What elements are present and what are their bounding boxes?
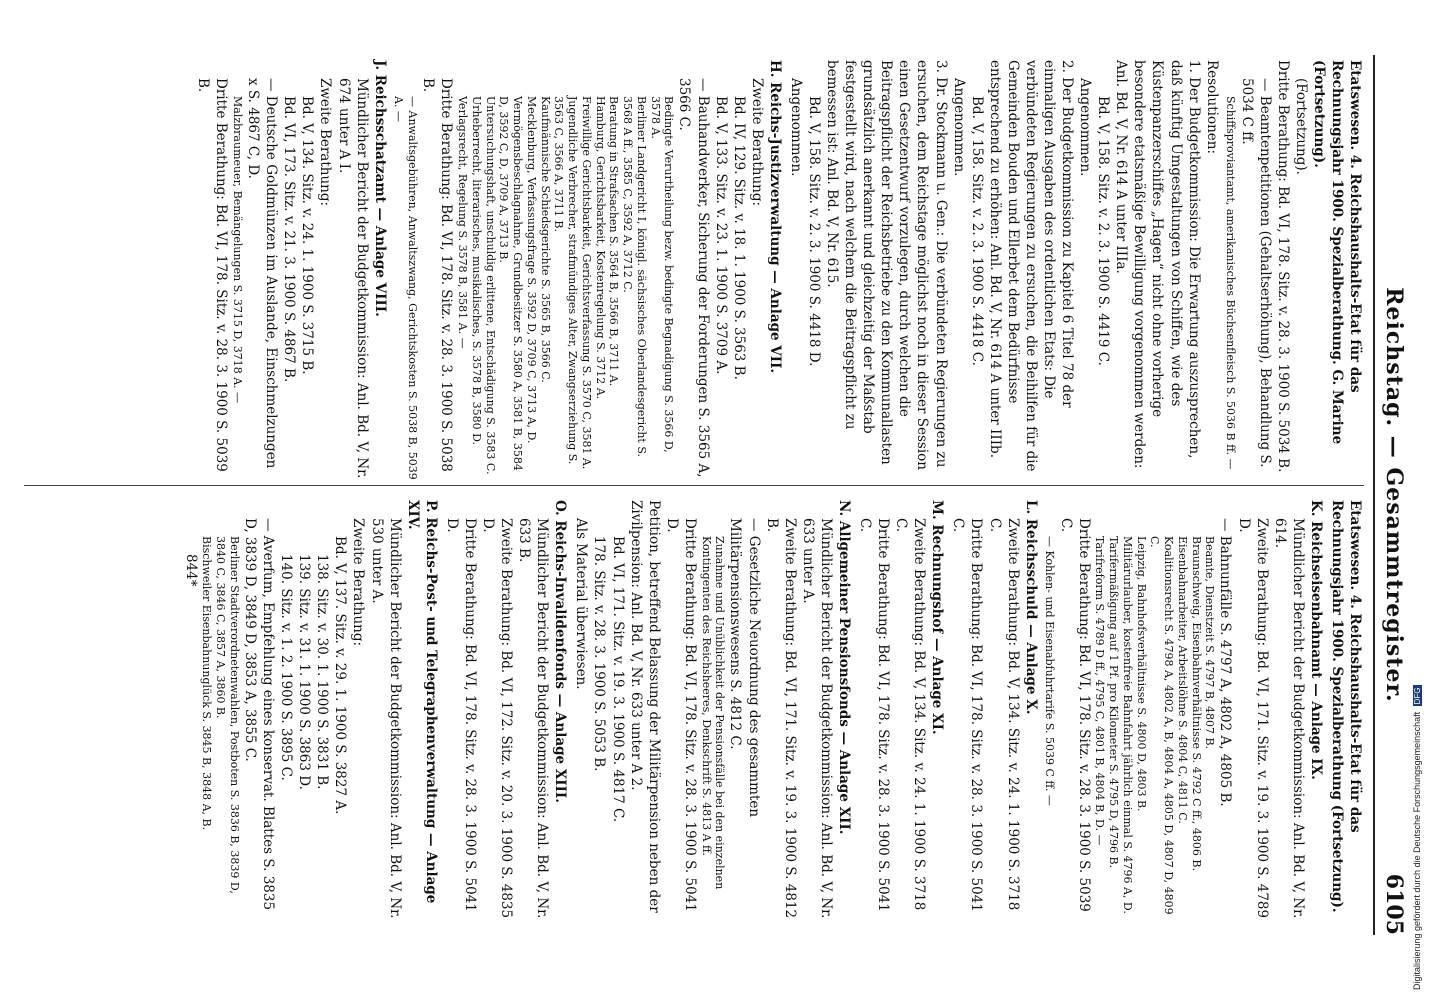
register-entry: Beamte, Dienstzeit S. 4797 B, 4807 B. (1203, 536, 1217, 750)
register-entry: 2. Der Budgetkommission zu Kapitel 6 Titel 78 der einmaligen Ausgaben des ordentlichen Etats: Die verbündeten Regierungen zu ersuchen, die Beihilfen für die Gemeinden Bouden und Ellerbet dem Bedürfnisse entsprechend zu erhöhen: Anl. Bd. V, Nr. 614 A unter IIIb. (986, 60, 1076, 472)
page-header (1373, 55, 1409, 935)
register-entry: Angenommen. (950, 78, 967, 177)
register-entry: Leipzig, Bahnhofsverhältnisse S. 4800 D, 4803 B. (1134, 536, 1148, 812)
footer-text: Digitalisierung gefördert durch die Deutsche Forschungsgemeinschaft (1412, 711, 1422, 990)
register-entry: Berliner Stadtverordnetenwahlen, Postboten S. 3836 B, 3839 D, 3840 C, 3846 C, 3857 A, 3860 B. (214, 536, 241, 894)
register-entry: Vermögensbeschlagnahme, Grundbesitzer S. 3580 A, 3581 B, 3584 D, 3592 C, D, 3709 A, 3713 B. (497, 96, 525, 471)
register-entry: Jugendliche Verbrecher, strafmündiges Alter, Zwangserziehung S. 3563 C, 3566 A, 3711 B. (552, 96, 580, 465)
register-entry: Bd. V, 137. Sitz. v. 29. 1. 1900 S. 3827 A. (332, 536, 349, 815)
register-entry: — Gesetzliche Neuordnung des gesammten Militärpensionswesens S. 4812 C. (727, 518, 762, 818)
register-entry: Mündlicher Bericht der Budgetkommission: Anl. Bd. V, Nr. 530 unter A. (368, 518, 403, 919)
register-entry: Zweite Berathung: Bd. V, 134. Sitz. v. 24. 1. 1900 S. 3718 C. (986, 518, 1021, 911)
register-entry: Beratung in Strafsachen S. 3564 B, 3566 B, 3711 A. (607, 96, 621, 387)
register-entry: J. Reichsschatzamt — Anlage VIII. (371, 60, 388, 317)
register-entry: Zweite Berathung: Bd. V, 134. Sitz. v. 24. 1. 1900 S. 3718 C. (893, 518, 928, 911)
register-entry: Braunschweig, Eisenbahnverhältnisse S. 4792 C ff., 4806 B. (1189, 536, 1203, 871)
register-entry: Militärurlauber, kostenfreie Bahnfahrt jährlich einmal S. 4796 A, D. (1120, 536, 1134, 914)
register-entry: Bischweiler Eisenbahnunglück S. 3845 B, 3848 A, B. (200, 536, 214, 831)
register-entry: Untersuchungshaft, unschuldig erlittene, Entschädigung S. 3583 C. (483, 96, 497, 475)
register-entry: Verlagsrecht, Regelung S. 3578 B, 3581 A. — (456, 96, 470, 349)
register-entry: Koalitionsrecht S. 4798 A, 4802 A, B, 4804 A, 4805 D, 4807 D, 4809 C. (1148, 536, 1176, 915)
register-entry: Bd. VI, 171. Sitz. v. 19. 3. 1900 S. 4817 C. (609, 536, 626, 823)
register-entry: Bd. V, 158. Sitz. v. 2. 3. 1900 S. 4418 C. (968, 96, 985, 366)
register-entry: Bd. V, 158. Sitz. v. 2. 3. 1900 S. 4418 D. (805, 96, 822, 367)
register-entry: Bedingte Verurtheilung bezw. bedingte Begnadigung S. 3566 D, 3578 A. (648, 96, 676, 453)
register-entry: Freiwillige Gerichtsbarkeit, Gerichtsverfassung S. 3570 C, 3581 A. (579, 96, 593, 470)
register-entry: Als Material überwiesen. (573, 518, 590, 690)
register-entry: Mündlicher Bericht der Budgetkommission: Anl. Bd. V, Nr. 633 B. (516, 518, 551, 919)
page-number: 6105 (1381, 873, 1407, 935)
register-entry: K. Reichseisenbahnamt — Anlage IX. (1307, 500, 1324, 780)
register-entry: Mündlicher Bericht der Budgetkommission: Anl. Bd. V, Nr. 614. (1271, 518, 1306, 919)
register-entry: 1. Der Budgetkommission: Die Erwartung auszusprechen, daß künftig Umgestaltungen von Schiffen, wie des Küstenpanzerschiffes „Hagen“ nicht ohne vorherige besondere etatsmäßige Bewilligung vorgenommen werden: Anl. Bd. V, Nr. 614 A unter IIIa. (1113, 60, 1202, 469)
register-entry: Dritte Berathung: Bd. VI, 178. Sitz. v. 28. 3. 1900 S. 5041 C. (950, 518, 985, 912)
register-entry: Tarifermäßigung auf 1 Pf. pro Kilometer S. 4795 D, 4796 B. (1107, 536, 1121, 869)
register-entry: Mecklenburg, Verfassungsfrage S. 3592 D, 3709 C, 3713 A, D. (524, 96, 538, 444)
register-entry: — Bauhandwerker, Sicherung der Forderungen S. 3565 A, 3566 C. (676, 78, 711, 478)
dfg-logo: DFG (1413, 687, 1422, 705)
register-entry: Bd. V, 134. Sitz. v. 24. 1. 1900 S. 3715 B. (299, 96, 316, 375)
register-entry: Tarifreform S. 4789 D ff., 4795 C, 4801 B, 4804 B, D. — (1093, 536, 1107, 846)
register-entry: Bd. VI, 173. Sitz. v. 21. 3. 1900 S. 4867 B. (281, 96, 298, 383)
register-entry: Dritte Berathung: Bd. VI, 178. Sitz. v. 28. 3. 1900 S. 5039 B. (195, 78, 230, 472)
register-entry: — Anwaltsgebühren, Anwaltszwang, Gerichtskosten S. 5038 B, 5039 A. — (392, 96, 420, 480)
register-entry: 138. Sitz. v. 30. 1. 1900 S. 3831 B. (314, 554, 331, 790)
register-entry: Bd. IV, 129. Sitz. v. 18. 1. 1900 S. 3563 B. (730, 96, 747, 380)
register-entry: — Averfum, Empfehlung eines konservat. Blattes S. 3835 D, 3839 D, 3849 D, 3853 A, 3855 C. (242, 518, 277, 911)
register-entry: Dritte Berathung: Bd. VI, 178. Sitz. v. 28. 3. 1900 S. 5041 D. (663, 518, 698, 912)
register-entry: — Bahnunfälle S. 4797 A, 4802 A, 4805 B. (1217, 518, 1234, 807)
register-entry: Kaufmännische Schiedsgerichte S. 3565 B, 3566 C. (538, 96, 552, 383)
register-entry: Etatswesen. 4. Reichshaushalts-Etat für das Rechnungsjahr 1900. Spezialberathung (Fortsetzung). (1328, 500, 1363, 913)
register-entry: P. Reichs-Post- und Telegraphenverwaltung — Anlage XIV. (404, 500, 439, 904)
register-entry: Zweite Berathung: Bd. VI, 172. Sitz. v. 20. 3. 1900 S. 4835 D. (480, 518, 515, 919)
register-entry: 3. Dr. Stockmann u. Gen.: Die verbündeten Regierungen zu ersuchen, dem Reichstage möglichst noch in dieser Session einen Gesetzentwurf vorzulegen, durch welchen die Beitragspflicht der Reichsbetriebe zu den Kommunallasten grundsätzlich anerkannt und gleichzeitig der Maßstab festgestellt wird, nach welchem die Beitragspflicht zu bemessen ist: Anl. Bd. V, Nr. 615. (824, 60, 949, 470)
register-entry: Zweite Berathung: Bd. VI, 171. Sitz. v. 19. 3. 1900 S. 4789 D. (1235, 518, 1270, 919)
register-entry: O. Reichs-Invalidenfonds — Anlage XIII. (552, 500, 569, 803)
register-entry: Angenommen. (1077, 78, 1094, 177)
column-divider (24, 485, 1364, 486)
register-entry: 844* (182, 554, 199, 587)
footer-credit (1412, 10, 1426, 990)
register-entry: Schiffsproviantamt, amerikanisches Büchsenfleisch S. 5036 B ff. — (1224, 96, 1238, 470)
register-entry: — Kohlen- und Eisenabfuhrtarife S. 5039 C ff. — (1043, 536, 1057, 806)
register-entry: Berliner Landgericht I, königl. sächsisches Oberlandesgericht S. 3568 A ff., 3585 C, 3592 A, 3712 C. (621, 96, 648, 457)
register-entry: N. Allgemeiner Pensionsfonds — Anlage XII. (835, 500, 852, 835)
register-entry: L. Reichsschuld — Anlage X. (1022, 500, 1039, 715)
register-entry: Dritte Berathung: Bd. VI, 178. Sitz. v. 28. 3. 1900 S. 5039 C. (1057, 518, 1092, 912)
register-entry: Zweite Berathung: Bd. VI, 171. Sitz. v. 19. 3. 1900 S. 4812 B. (763, 518, 798, 919)
register-entry: Angenommen. (787, 78, 804, 177)
register-entry: Mündlicher Bericht der Budgetkommission: Anl. Bd. V, Nr. 633 unter A. (799, 518, 834, 919)
register-entry: Bd. V, 133. Sitz. v. 23. 1. 1900 S. 3709 A. (712, 96, 729, 375)
register-entry: Bd. V, 158. Sitz. v. 2. 3. 1900 S. 4419 C. (1095, 96, 1112, 366)
register-entry: Dritte Berathung: Bd. VI, 178. Sitz. v. 28. 3. 1900 S. 5041 D. (443, 518, 478, 912)
register-entry: Dritte Berathung: Bd. VI, 178. Sitz. v. 28. 3. 1900 S. 5041 C. (857, 518, 892, 912)
register-entry: Dritte Berathung: Bd. VI, 178. Sitz. v. 28. 3. 1900 S. 5034 B. (1274, 60, 1291, 473)
register-entry: — Deutsche Goldmünzen im Auslande, Einschmelzungen x S. 4867 C, D. (245, 78, 280, 469)
register-entry: Mündlicher Bericht der Budgetkommission: Anl. Bd. V, Nr. 674 unter A I. (335, 78, 370, 479)
register-entry: Etatswesen. 4. Reichshaushalts-Etat für das Rechnungsjahr 1900. Spezialberathung. G. Marine (Fortsetzung). (1310, 60, 1363, 445)
register-entry: Dritte Berathung: Bd. VI, 178. Sitz. v. 28. 3. 1900 S. 5038 B. (420, 78, 455, 472)
register-entry: Zweite Berathung: (748, 78, 765, 207)
register-entry: 140. Sitz. v. 1. 2. 1900 S. 3895 C. (278, 554, 295, 781)
running-title: Reichstag. — Gesammtregister. (1381, 287, 1407, 703)
register-entry: Petition, betreffend Belassung der Militärpension neben der Zivilpension: Anl. Bd. V, Nr. 633 unter A 2. (627, 500, 662, 913)
register-entry: Zweite Berathung: (350, 518, 367, 647)
register-entry: Resolutionen: (1203, 60, 1220, 155)
register-entry: Urheberrecht, literarisches, musikalisches, S. 3578 B, 3580 D. (469, 96, 483, 446)
register-entry: Zweite Berathung: (317, 78, 334, 207)
register-entry: Malzbraumeuer, Bemängelungen S. 3715 D, 3718 A. — (231, 96, 245, 404)
register-entry: Eisenbahnarbeiter, Arbeitslöhne S. 4804 C, 4811 C. (1175, 536, 1189, 824)
register-entry: H. Reichs-Justizverwaltung — Anlage VII. (766, 60, 783, 374)
register-entry: M. Rechnungshof — Anlage XI. (929, 500, 946, 735)
right-column (182, 500, 1364, 920)
left-column (194, 60, 1364, 480)
register-entry: Zunahme und Unüblichkeit der Pensionsfälle bei den einzelnen Kontingenten des Reichsheeres, Denkschrift S. 4813 A ff. (699, 536, 727, 890)
register-entry: — Beamtenpetitionen (Gehaltserhöhung), Behandlung S. 5034 C ff. (1238, 78, 1273, 468)
register-entry: (Fortsetzung). (1292, 78, 1309, 175)
register-entry: 139. Sitz. v. 31. 1. 1900 S. 3863 D. (296, 554, 313, 790)
register-entry: Hamburg, Gerichtsbarkeit, Kostenregelung S. 3712 A. (593, 96, 607, 400)
register-entry: 178. Sitz. v. 28. 3. 1900 S. 5053 B. (591, 536, 608, 772)
